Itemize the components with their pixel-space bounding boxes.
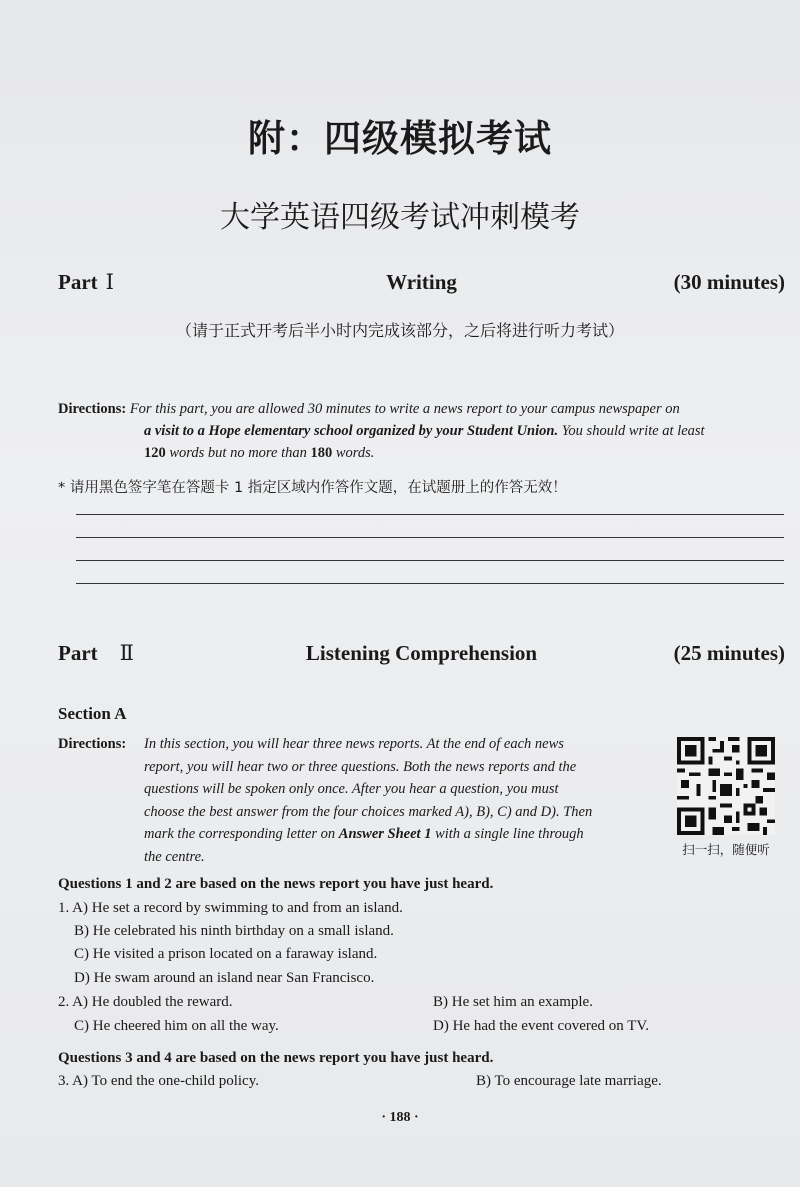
question-group-heading: Questions 3 and 4 are based on the news report you have just heard. — [58, 1050, 494, 1066]
writing-line — [76, 514, 784, 515]
question-2-option-c: C) He cheered him on all the way. — [74, 1018, 279, 1034]
writing-line — [76, 560, 784, 561]
writing-line — [76, 537, 784, 538]
question-group-heading: Questions 1 and 2 are based on the news report you have just heard. — [58, 876, 494, 892]
writing-line — [76, 583, 784, 584]
part-1-directions — [58, 398, 786, 464]
directions-line: choose the best answer from the four choices marked A), B), C) and D). Then — [144, 803, 593, 820]
part-2-time: (25 minutes) — [673, 641, 785, 665]
qr-code-icon[interactable] — [677, 737, 775, 835]
question-3-option-b: B) To encourage late marriage. — [476, 1073, 662, 1089]
part-1-header — [58, 270, 785, 300]
part-2-name: Listening Comprehension — [305, 641, 538, 665]
directions-line-1: Directions: For this part, you are allowed 30 minutes to write a news report to your campus newspaper on — [58, 401, 680, 417]
section-a-title: Section A — [58, 704, 127, 723]
page-subtitle: 大学英语四级考试冲刺模考 — [220, 200, 580, 235]
answer-warning: * 请用黑色签字笔在答题卡 1 指定区域内作答作文题，在试题册上的作答无效！ — [58, 480, 567, 496]
part-1-time: (30 minutes) — [673, 270, 785, 294]
question-1-option-b: B) He celebrated his ninth birthday on a small island. — [74, 923, 394, 939]
directions-line: mark the corresponding letter on Answer Sheet 1 with a single line through — [144, 826, 584, 843]
question-2-option-b: B) He set him an example. — [433, 994, 593, 1010]
part-2-label: Part Ⅱ — [58, 641, 134, 665]
question-1-option-c: C) He visited a prison located on a faraway island. — [74, 946, 378, 962]
directions-line: questions will be spoken only once. After you hear a question, you must — [144, 781, 559, 798]
page-number: · 188 · — [381, 1110, 419, 1125]
qr-caption: 扫一扫，随便听 — [682, 842, 770, 857]
directions-line: report, you will hear two or three questions. Both the news reports and the — [144, 758, 577, 775]
directions-line-3: 120 words but no more than 180 words. — [144, 445, 375, 461]
question-1-option-d: D) He swam around an island near San Francisco. — [74, 970, 375, 986]
directions-label: Directions: — [58, 736, 127, 752]
directions-text — [144, 733, 660, 869]
directions-line-2: a visit to a Hope elementary school organized by your Student Union. You should write at least — [144, 423, 705, 439]
question-2-option-d: D) He had the event covered on TV. — [433, 1018, 650, 1034]
question-1-option-a: 1. A) He set a record by swimming to and from an island. — [58, 900, 403, 916]
question-3-option-a: 3. A) To end the one-child policy. — [58, 1073, 259, 1089]
page-title: 附：四级模拟考试 — [248, 117, 552, 160]
part-2-directions — [58, 733, 668, 865]
directions-line: In this section, you will hear three news reports. At the end of each news — [144, 736, 564, 752]
question-2-option-a: 2. A) He doubled the reward. — [58, 994, 233, 1010]
part-1-note: （请于正式开考后半小时内完成该部分，之后将进行听力考试） — [175, 321, 624, 340]
directions-line: the centre. — [144, 848, 205, 865]
part-1-label: Part Ⅰ — [58, 270, 114, 294]
part-2-header — [58, 641, 785, 671]
part-1-name: Writing — [386, 270, 457, 294]
